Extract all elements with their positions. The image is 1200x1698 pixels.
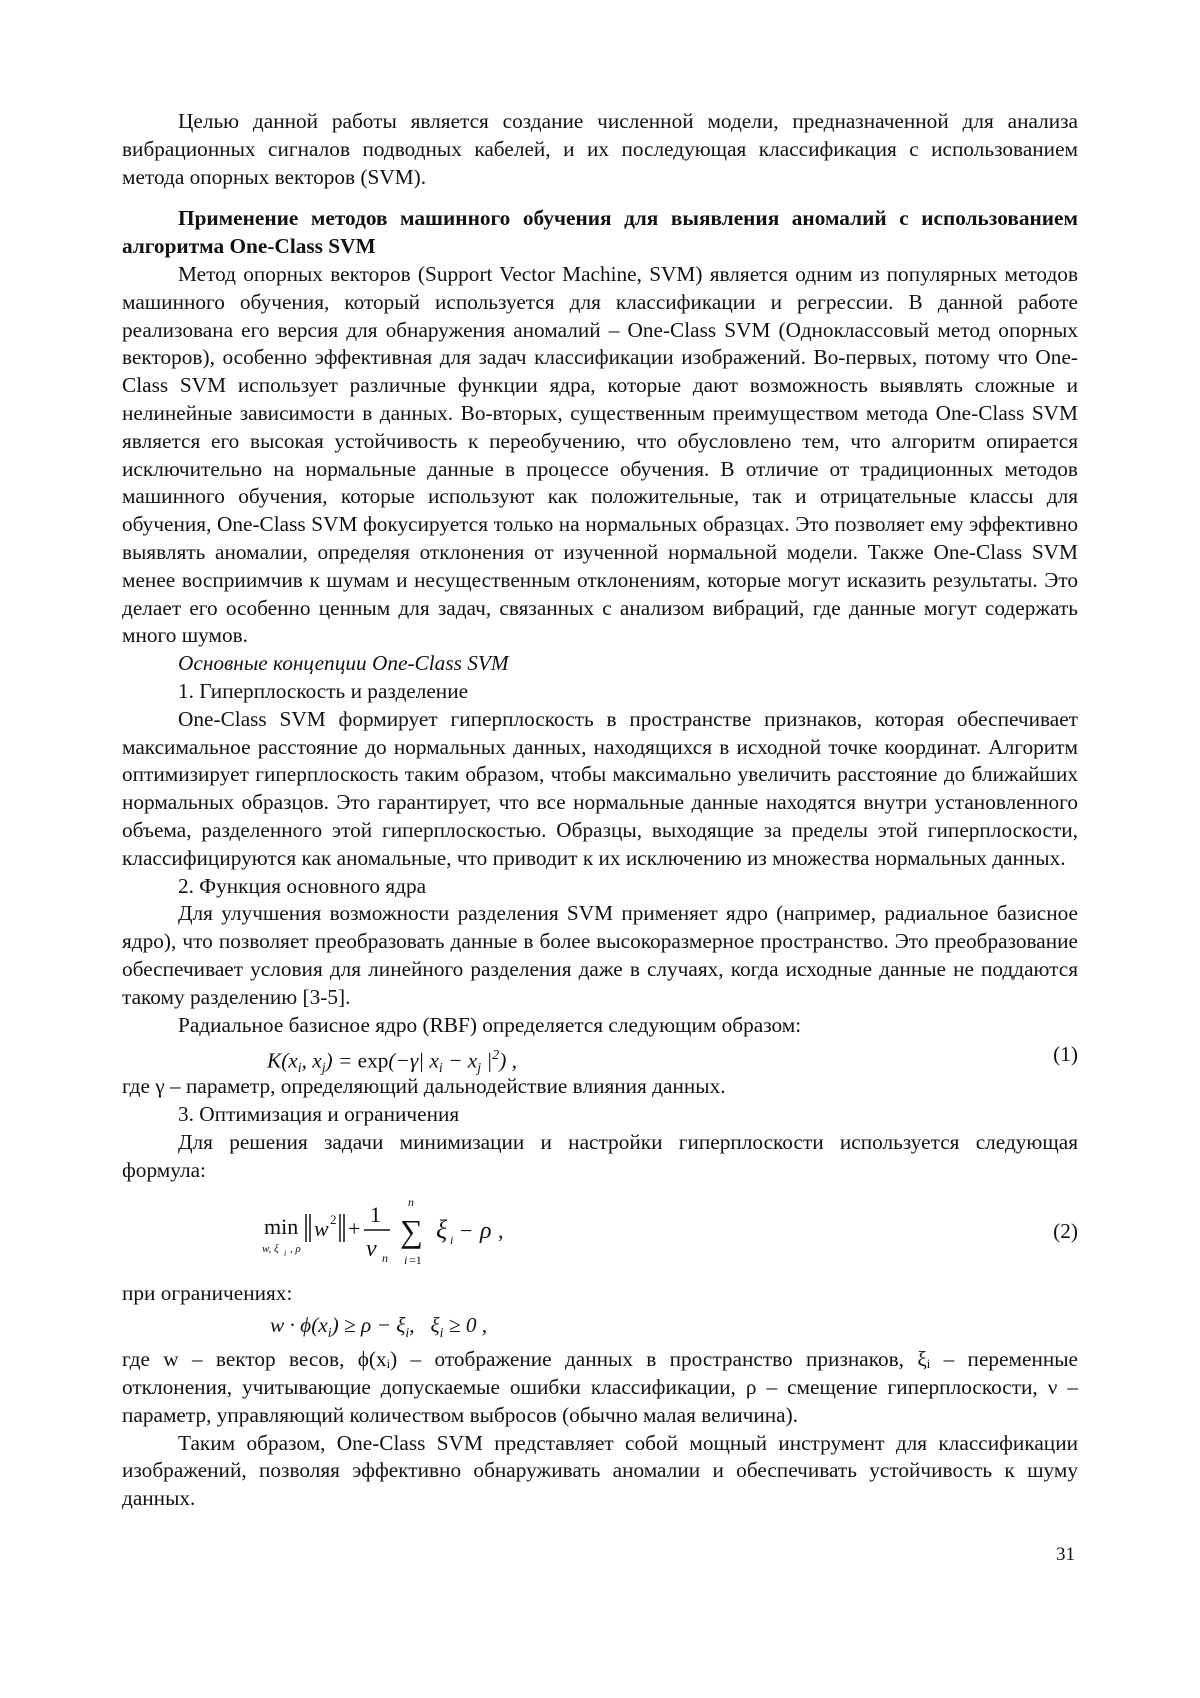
item-1-paragraph: One-Class SVM формирует гиперплоскость в пространстве признаков, которая обеспечивает максимальное расстояние до нормальных данных, находящихся в исходной точке координат. Алгоритм оптимизирует гиперплоскость таким образом, чтобы максимально увеличить расстояние до ближайших нормальных образцов. Это гарантирует, что все нормальные данные находятся внутри установленного объема, разделенного этой гиперплоскостью. Образцы, выходящие за пределы этой гиперплоскости, классифицируются как аномальные, что приводит к их исключению из множества нормальных данных. (122, 706, 1078, 870)
constraints-formula: $w \cdot \phi(x_i) \ge \rho - \xi_i$, $\xi_i \ge 0$ , (270, 1313, 488, 1341)
svg-text:, ρ: , ρ (290, 1243, 301, 1256)
optimization-formula (262, 1188, 602, 1280)
svg-text:n: n (408, 1195, 414, 1210)
svg-text:i: i (284, 1249, 287, 1259)
item-2-paragraph: Для улучшения возможности разделения SVM применяет ядро (например, радиальное базисное ядро), что позволяет преобразовать данные в более высокоразмерное пространство. Это преобразование обеспечивает условия для линейного разделения даже в случаях, когда исходные данные не поддаются такому разделению [3-5]. (122, 901, 1078, 1009)
equation-1-number: (1) (1053, 1042, 1078, 1067)
rbf-intro-line: Радиальное базисное ядро (RBF) определяется следующим образом: (178, 1012, 802, 1037)
svg-text:,: , (498, 1218, 504, 1244)
item-3-paragraph: Для решения задачи минимизации и настройки гиперплоскости используется следующая формула: (122, 1129, 1078, 1182)
svg-text:=1: =1 (409, 1253, 422, 1268)
page-body (122, 108, 1078, 1513)
gamma-definition: где γ – параметр, определяющий дальнодействие влияния данных. (122, 1074, 726, 1099)
svg-text:n: n (382, 1251, 388, 1266)
svm-intro-paragraph: Метод опорных векторов (Support Vector Machine, SVM) является одним из популярных методов машинного обучения, который используется для классификации и регрессии. В данной работе реализована его версия для обнаружения аномалий – One-Class SVM (Одноклассовый метод опорных векторов), особенно эффективная для задач классификации изображений. Во-первых, потому что One-Class SVM использует различные функции ядра, которые дают возможность выявлять сложные и нелинейные зависимости в данных. Во-вторых, существенным преимуществом метода One-Class SVM является его высокая устойчивость к переобучению, что обусловлено тем, что алгоритм опирается исключительно на нормальные данные в процессе обучения. В отличие от традиционных методов машинного обучения, которые используют как положительные, так и отрицательные классы для обучения, One-Class SVM фокусируется только на нормальных образцах. Это позволяет ему эффективно выявлять аномалии, определяя отклонения от изученной нормальной модели. Также One-Class SVM менее восприимчив к шумам и несущественным отклонениям, которые могут исказить результаты. Это делает его особенно ценным для задач, связанных с анализом вибраций, где данные могут содержать много шумов. (122, 261, 1078, 648)
svg-text:2: 2 (330, 1212, 337, 1228)
item-3-title: 3. Оптимизация и ограничения (178, 1102, 460, 1127)
item-1-title: 1. Гиперплоскость и разделение (178, 678, 469, 703)
svg-text:i: i (450, 1233, 454, 1248)
svg-text:i: i (404, 1253, 408, 1268)
section-heading: Применение методов машинного обучения для выявления аномалий с использованием алгоритма One-Class SVM (122, 206, 1078, 259)
conclusion-paragraph: Таким образом, One-Class SVM представляет собой мощный инструмент для классификации изображений, позволяя эффективно обнаруживать аномалии и обеспечивать устойчивость к шуму данных. (122, 1430, 1078, 1511)
equation-1 (122, 1039, 1078, 1076)
intro-paragraph: Целью данной работы является создание численной модели, предназначенной для анализа вибрационных сигналов подводных кабелей, и их последующая классификация с использованием метода опорных векторов (SVM). (122, 109, 1078, 189)
svg-text:w: w (314, 1216, 329, 1242)
svg-text:ν: ν (366, 1236, 377, 1263)
svg-text:1: 1 (370, 1202, 381, 1228)
equation-2 (122, 1184, 1078, 1280)
svg-text:min: min (264, 1214, 299, 1240)
rbf-kernel-formula: $K(x_i$, $x_j) = \exp(-\gamma|$ $x_i - x_j$ $|^2$) , (267, 1047, 517, 1076)
item-2-title: 2. Функция основного ядра (178, 873, 427, 898)
constraints-intro: при ограничениях: (122, 1281, 293, 1306)
svg-text:ξ: ξ (436, 1215, 448, 1245)
variables-definition: где w – вектор весов, ϕ(xᵢ) – отображение данных в пространство признаков, ξᵢ – переменные отклонения, учитывающие допускаемые ошибки классификации, ρ – смещение гиперплоскости, ν – параметр, управляющий количеством выбросов (обычно малая величина). (122, 1347, 1078, 1427)
svg-text:∑: ∑ (400, 1213, 423, 1250)
page-number: 31 (1056, 1544, 1075, 1565)
svg-text:−: − (460, 1218, 473, 1244)
concepts-subtitle: Основные концепции One-Class SVM (178, 651, 509, 676)
svg-text:+: + (348, 1216, 361, 1242)
svg-text:ρ: ρ (480, 1218, 492, 1245)
svg-text:w, ξ: w, ξ (262, 1243, 279, 1256)
equation-2-number: (2) (1053, 1219, 1078, 1244)
